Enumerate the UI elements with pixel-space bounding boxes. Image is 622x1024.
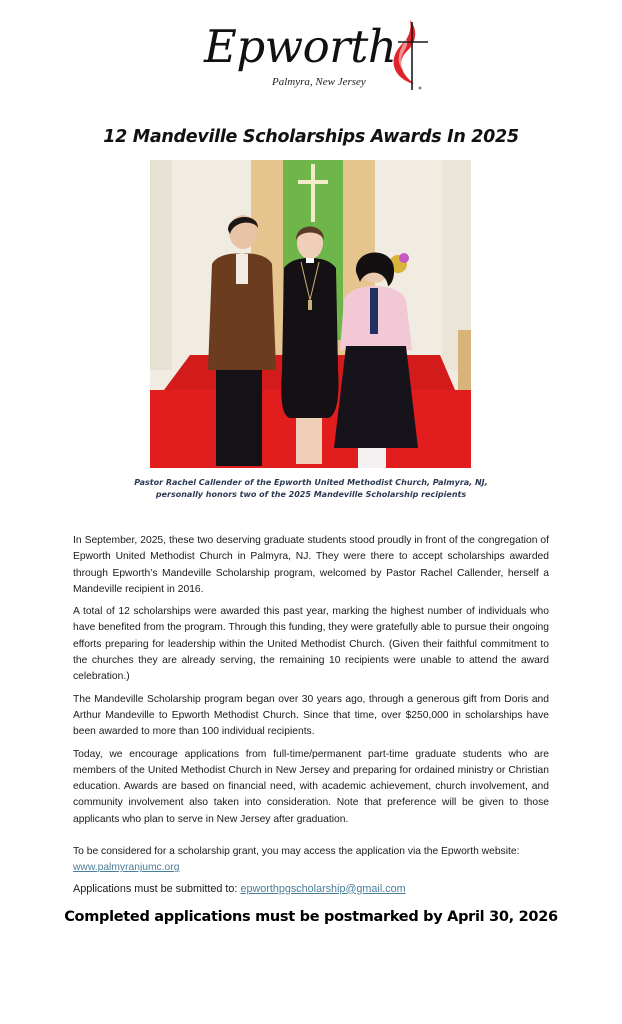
photo-left-student-shirt: [236, 254, 248, 284]
photo-illustration: [150, 160, 471, 468]
scholarship-photo: [150, 160, 471, 468]
caption-line-2: personally honors two of the 2025 Mandeville Scholarship recipients: [155, 490, 467, 499]
photo-left-pillar: [150, 160, 172, 370]
photo-right-student-skirt: [334, 346, 418, 448]
photo-right-student-tie: [370, 288, 378, 334]
photo-right-student-socks: [358, 448, 386, 468]
photo-cross-vertical: [311, 164, 315, 222]
caption-line-1: Pastor Rachel Callender of the Epworth United Methodist Church, Palmyra, NJ,: [134, 478, 488, 487]
paragraph-event: In September, 2025, these two deserving graduate students stood proudly in front of the congregation of Epworth United Methodist Church in Palmyra, NJ. They were there to accept scholarships awarded through Epworth’s Mandeville Scholarship program, welcomed by Pastor Rachel Callender, herself a Mandeville recipient in 2016.: [73, 535, 549, 595]
email-link[interactable]: epworthpgscholarship@gmail.com: [240, 882, 406, 895]
website-link[interactable]: www.palmyranjumc.org: [73, 862, 180, 874]
photo-caption: [0, 477, 622, 501]
logo-wordmark: Epworth: [204, 20, 397, 73]
paragraph-history: The Mandeville Scholarship program began over 30 years ago, through a generous gift from Doris and Arthur Mandeville to Epworth Methodist Church. Since that time, over $250,000 in scholarships have been awarded to more than 100 individual recipients.: [73, 693, 549, 738]
photo-pastor-pendant: [308, 300, 312, 310]
headline: 12 Mandeville Scholarships Awards In 2025: [103, 127, 519, 147]
paragraph-total-awards: A total of 12 scholarships were awarded this past year, marking the highest number of individuals who have benefited from the program. Through this funding, they were gratefully able to pursue their ongoing efforts preparing for leadership within the United Methodist Church. (Given their faithful commitment to the churches they are already serving, the remaining 10 recipients were unable to attend the award celebration.): [73, 606, 549, 683]
photo-pastor-robe: [281, 258, 338, 418]
epworth-logo: [200, 18, 440, 98]
photo-pastor-collar: [306, 258, 314, 263]
photo-pastor-legs: [296, 418, 322, 464]
photo-left-student-pants: [216, 370, 262, 466]
photo-flowers-2: [399, 253, 409, 263]
submit-label: Applications must be submitted to:: [73, 882, 241, 895]
photo-cross-horizontal: [298, 180, 328, 184]
logo-location: Palmyra, New Jersey: [272, 76, 366, 88]
photo-right-stand: [458, 330, 471, 390]
paragraph-eligibility: Today, we encourage applications from full-time/permanent part-time graduate students who are members of the United Methodist Church in New Jersey and preparing for ordained ministry or Christian education. Awards are based on financial need, with academic achievement, church involvement, and community involvement also taken into consideration. Note that preference will be given to those applicants who plan to serve in New Jersey after graduation.: [73, 748, 549, 825]
deadline-notice: Completed applications must be postmarked by April 30, 2026: [64, 908, 558, 925]
cross-and-flame-icon: [388, 18, 432, 96]
apply-instructions: [73, 844, 549, 877]
apply-text: To be considered for a scholarship grant, you may access the application via the Epworth website:: [73, 846, 520, 858]
submit-instructions: [73, 881, 549, 897]
registered-mark: [419, 87, 422, 90]
article-body: [64, 533, 558, 927]
